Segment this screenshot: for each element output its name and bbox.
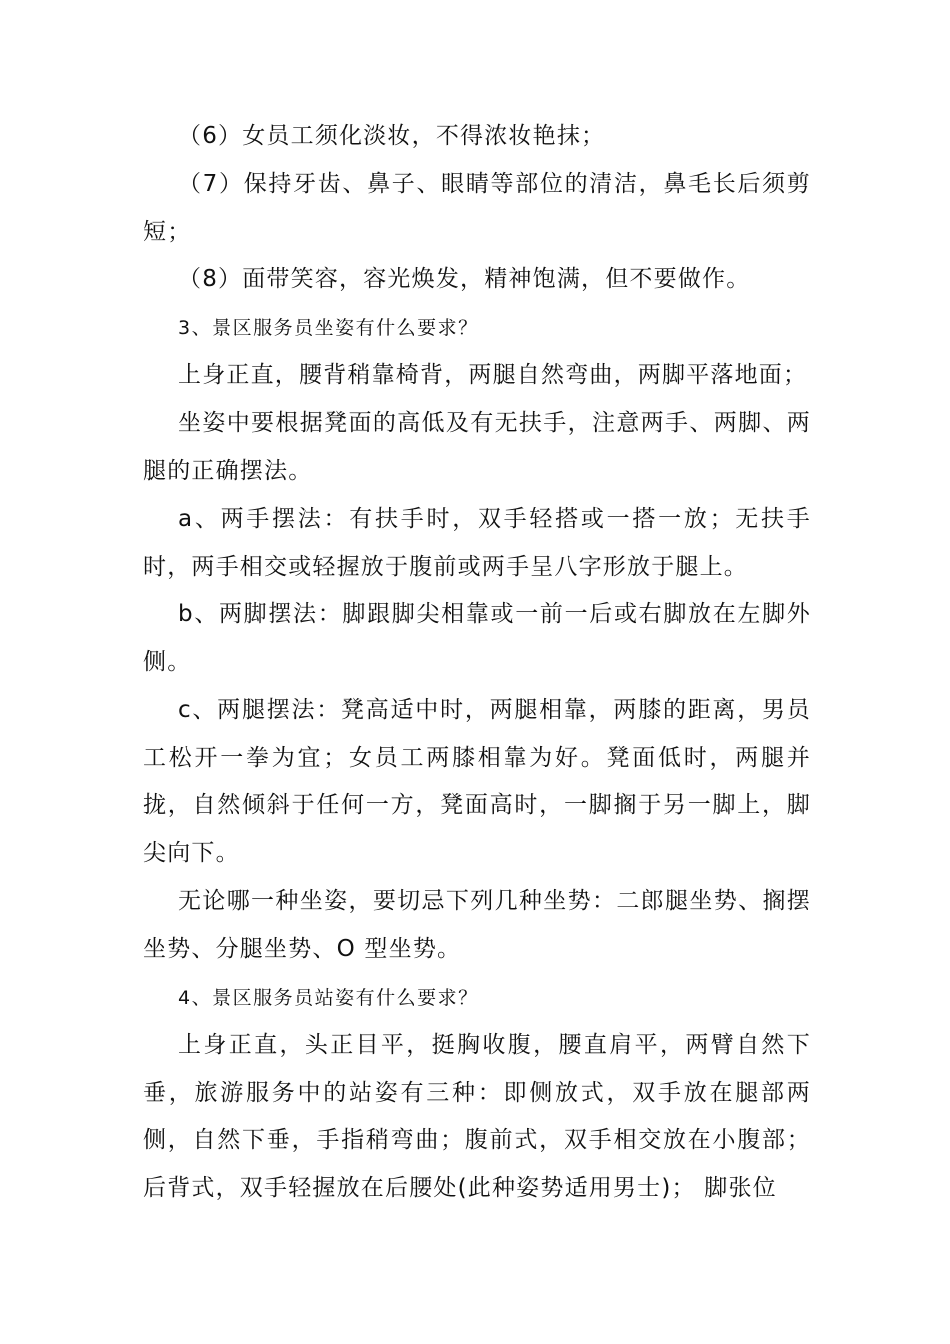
paragraph-sitting-posture: 上身正直，腰背稍靠椅背，两腿自然弯曲，两脚平落地面； bbox=[178, 362, 808, 388]
paragraph-legs: c、两腿摆法：凳高适中时，两腿相靠，两膝的距离，男员工松开一拳为宜；女员工两膝相靠为好。凳面低时，两腿并拢，自然倾斜于任何一方，凳面高时，一脚搁于另一脚上，脚尖向下。 bbox=[143, 697, 811, 866]
paragraph-item-8: （8）面带笑容，容光焕发，精神饱满，但不要做作。 bbox=[178, 266, 751, 292]
section-heading-3: 3、景区服务员坐姿有什么要求？ bbox=[178, 317, 479, 339]
paragraph-hands: a、两手摆法：有扶手时，双手轻搭或一搭一放；无扶手时，两手相交或轻握放于腹前或两手呈八字形放于腿上。 bbox=[143, 506, 811, 580]
paragraph-item-6: （6）女员工须化淡妆，不得浓妆艳抹； bbox=[178, 123, 606, 149]
paragraph-sitting-rules: 坐姿中要根据凳面的高低及有无扶手，注意两手、两脚、两腿的正确摆法。 bbox=[143, 410, 811, 484]
paragraph-feet: b、两脚摆法：脚跟脚尖相靠或一前一后或右脚放在左脚外侧。 bbox=[143, 601, 811, 675]
paragraph-item-7: （7）保持牙齿、鼻子、眼睛等部位的清洁，鼻毛长后须剪短； bbox=[143, 171, 811, 245]
section-heading-4: 4、景区服务员站姿有什么要求？ bbox=[178, 987, 479, 1009]
paragraph-standing-posture: 上身正直，头正目平，挺胸收腹，腰直肩平，两臂自然下垂，旅游服务中的站姿有三种：即侧放式，双手放在腿部两侧，自然下垂，手指稍弯曲；腹前式，双手相交放在小腹部；后背式，双手轻握放在后腰处(此种姿势适用男士)； 脚张位 bbox=[143, 1032, 811, 1201]
paragraph-avoid: 无论哪一种坐姿，要切忌下列几种坐势：二郎腿坐势、搁摆坐势、分腿坐势、O 型坐势。 bbox=[143, 888, 811, 962]
